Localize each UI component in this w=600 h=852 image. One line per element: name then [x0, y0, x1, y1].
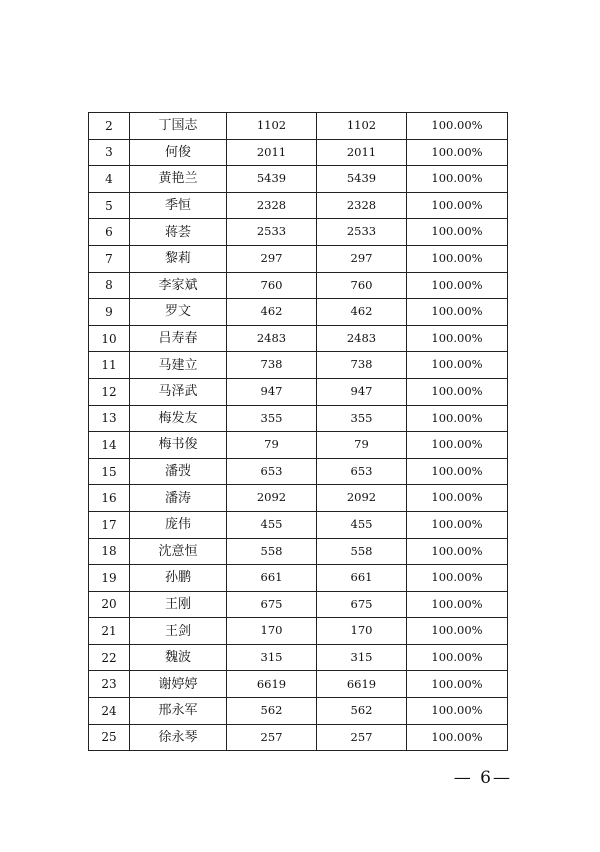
row-index-cell: 13 [89, 405, 130, 432]
name-cell: 梅发友 [130, 405, 227, 432]
value-b-cell: 462 [317, 299, 407, 326]
page-number: — 6— [453, 768, 512, 788]
percentage-cell: 100.00% [407, 538, 508, 565]
percentage-cell: 100.00% [407, 698, 508, 725]
percentage-cell: 100.00% [407, 432, 508, 459]
table-row [89, 432, 508, 459]
row-index-cell: 17 [89, 511, 130, 538]
value-b-cell: 257 [317, 724, 407, 751]
value-b-cell: 5439 [317, 166, 407, 193]
value-b-cell: 2011 [317, 139, 407, 166]
value-a-cell: 738 [227, 352, 317, 379]
table-row [89, 698, 508, 725]
value-b-cell: 760 [317, 272, 407, 299]
name-cell: 梅书俊 [130, 432, 227, 459]
row-index-cell: 25 [89, 724, 130, 751]
name-cell: 罗文 [130, 299, 227, 326]
value-b-cell: 79 [317, 432, 407, 459]
percentage-cell: 100.00% [407, 724, 508, 751]
value-b-cell: 355 [317, 405, 407, 432]
table-row [89, 378, 508, 405]
value-b-cell: 170 [317, 618, 407, 645]
value-a-cell: 455 [227, 511, 317, 538]
percentage-cell: 100.00% [407, 618, 508, 645]
row-index-cell: 21 [89, 618, 130, 645]
value-b-cell: 947 [317, 378, 407, 405]
percentage-cell: 100.00% [407, 671, 508, 698]
value-a-cell: 355 [227, 405, 317, 432]
name-cell: 黎莉 [130, 245, 227, 272]
row-index-cell: 11 [89, 352, 130, 379]
value-a-cell: 562 [227, 698, 317, 725]
name-cell: 邢永军 [130, 698, 227, 725]
value-b-cell: 562 [317, 698, 407, 725]
percentage-cell: 100.00% [407, 458, 508, 485]
name-cell: 黄艳兰 [130, 166, 227, 193]
value-b-cell: 661 [317, 565, 407, 592]
value-a-cell: 947 [227, 378, 317, 405]
name-cell: 谢婷婷 [130, 671, 227, 698]
name-cell: 潘弢 [130, 458, 227, 485]
table-row [89, 219, 508, 246]
value-a-cell: 1102 [227, 113, 317, 140]
value-b-cell: 2483 [317, 325, 407, 352]
name-cell: 徐永琴 [130, 724, 227, 751]
value-b-cell: 2092 [317, 485, 407, 512]
table-row [89, 458, 508, 485]
table-row [89, 591, 508, 618]
name-cell: 李家斌 [130, 272, 227, 299]
value-a-cell: 558 [227, 538, 317, 565]
row-index-cell: 19 [89, 565, 130, 592]
table-row [89, 511, 508, 538]
value-a-cell: 297 [227, 245, 317, 272]
table-row [89, 724, 508, 751]
row-index-cell: 4 [89, 166, 130, 193]
name-cell: 季恒 [130, 192, 227, 219]
value-a-cell: 79 [227, 432, 317, 459]
table-row [89, 299, 508, 326]
name-cell: 孙鹏 [130, 565, 227, 592]
table-row [89, 565, 508, 592]
percentage-cell: 100.00% [407, 565, 508, 592]
value-b-cell: 315 [317, 644, 407, 671]
percentage-cell: 100.00% [407, 245, 508, 272]
percentage-cell: 100.00% [407, 139, 508, 166]
value-a-cell: 462 [227, 299, 317, 326]
value-a-cell: 170 [227, 618, 317, 645]
value-b-cell: 2328 [317, 192, 407, 219]
table-row [89, 352, 508, 379]
value-a-cell: 6619 [227, 671, 317, 698]
percentage-cell: 100.00% [407, 511, 508, 538]
value-a-cell: 315 [227, 644, 317, 671]
name-cell: 马建立 [130, 352, 227, 379]
value-b-cell: 738 [317, 352, 407, 379]
name-cell: 王刚 [130, 591, 227, 618]
table-row [89, 325, 508, 352]
table-row [89, 272, 508, 299]
name-cell: 王剑 [130, 618, 227, 645]
value-a-cell: 2483 [227, 325, 317, 352]
data-table-container [88, 112, 504, 751]
row-index-cell: 18 [89, 538, 130, 565]
table-row [89, 618, 508, 645]
row-index-cell: 9 [89, 299, 130, 326]
percentage-cell: 100.00% [407, 272, 508, 299]
name-cell: 丁国志 [130, 113, 227, 140]
percentage-cell: 100.00% [407, 591, 508, 618]
percentage-cell: 100.00% [407, 299, 508, 326]
row-index-cell: 14 [89, 432, 130, 459]
value-a-cell: 2533 [227, 219, 317, 246]
value-a-cell: 257 [227, 724, 317, 751]
value-b-cell: 558 [317, 538, 407, 565]
name-cell: 沈意恒 [130, 538, 227, 565]
value-a-cell: 661 [227, 565, 317, 592]
row-index-cell: 8 [89, 272, 130, 299]
row-index-cell: 12 [89, 378, 130, 405]
name-cell: 庞伟 [130, 511, 227, 538]
value-b-cell: 1102 [317, 113, 407, 140]
name-cell: 潘涛 [130, 485, 227, 512]
percentage-cell: 100.00% [407, 352, 508, 379]
table-row [89, 644, 508, 671]
value-a-cell: 675 [227, 591, 317, 618]
name-cell: 魏波 [130, 644, 227, 671]
row-index-cell: 3 [89, 139, 130, 166]
value-a-cell: 2011 [227, 139, 317, 166]
percentage-cell: 100.00% [407, 192, 508, 219]
table-row [89, 192, 508, 219]
row-index-cell: 24 [89, 698, 130, 725]
row-index-cell: 16 [89, 485, 130, 512]
table-row [89, 671, 508, 698]
name-cell: 马泽武 [130, 378, 227, 405]
percentage-cell: 100.00% [407, 166, 508, 193]
percentage-cell: 100.00% [407, 485, 508, 512]
value-a-cell: 2328 [227, 192, 317, 219]
percentage-cell: 100.00% [407, 325, 508, 352]
percentage-cell: 100.00% [407, 113, 508, 140]
row-index-cell: 20 [89, 591, 130, 618]
value-b-cell: 675 [317, 591, 407, 618]
value-a-cell: 2092 [227, 485, 317, 512]
name-cell: 吕寿春 [130, 325, 227, 352]
table-row [89, 245, 508, 272]
row-index-cell: 5 [89, 192, 130, 219]
row-index-cell: 22 [89, 644, 130, 671]
data-table [88, 112, 508, 751]
table-row [89, 538, 508, 565]
percentage-cell: 100.00% [407, 644, 508, 671]
table-row [89, 485, 508, 512]
value-b-cell: 455 [317, 511, 407, 538]
table-body [89, 113, 508, 751]
name-cell: 何俊 [130, 139, 227, 166]
percentage-cell: 100.00% [407, 378, 508, 405]
percentage-cell: 100.00% [407, 405, 508, 432]
table-row [89, 113, 508, 140]
percentage-cell: 100.00% [407, 219, 508, 246]
table-row [89, 405, 508, 432]
value-b-cell: 297 [317, 245, 407, 272]
row-index-cell: 10 [89, 325, 130, 352]
table-row [89, 166, 508, 193]
table-row [89, 139, 508, 166]
row-index-cell: 7 [89, 245, 130, 272]
name-cell: 蒋荟 [130, 219, 227, 246]
row-index-cell: 2 [89, 113, 130, 140]
value-b-cell: 2533 [317, 219, 407, 246]
value-a-cell: 653 [227, 458, 317, 485]
row-index-cell: 23 [89, 671, 130, 698]
row-index-cell: 15 [89, 458, 130, 485]
value-a-cell: 5439 [227, 166, 317, 193]
value-b-cell: 653 [317, 458, 407, 485]
value-a-cell: 760 [227, 272, 317, 299]
value-b-cell: 6619 [317, 671, 407, 698]
row-index-cell: 6 [89, 219, 130, 246]
